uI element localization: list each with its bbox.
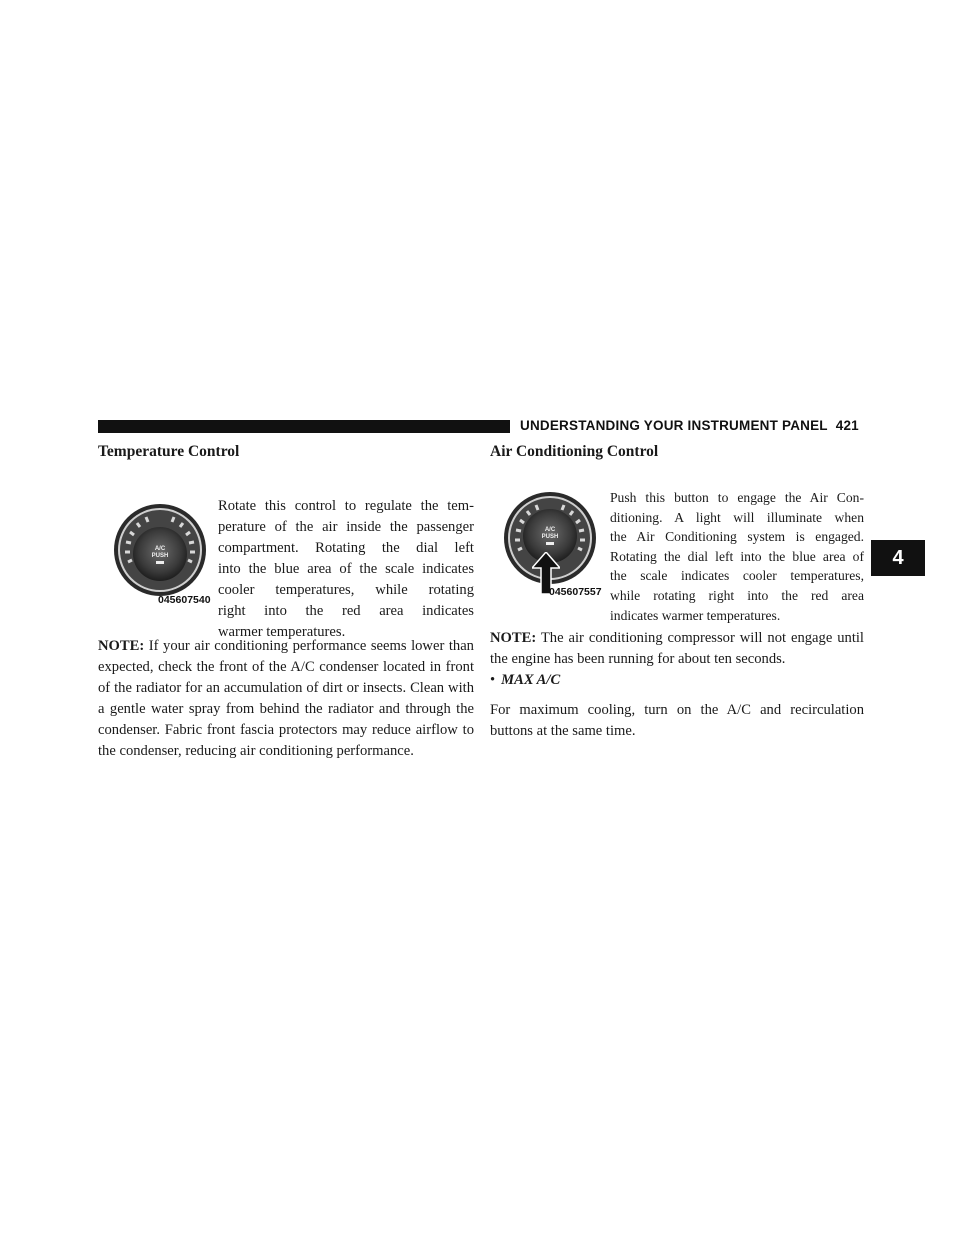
page-number: 421	[835, 418, 859, 433]
dial-label-push: PUSH	[151, 553, 169, 559]
body-line: while rotating right into the red area	[610, 587, 864, 603]
temperature-dial-icon	[110, 500, 210, 600]
ac-note	[490, 628, 864, 670]
header-rule	[98, 420, 510, 433]
dial-label-ac: A/C	[544, 527, 556, 533]
bullet-glyph: •	[490, 672, 496, 688]
ac-control-description	[610, 488, 864, 625]
dial-label-push: PUSH	[541, 534, 559, 540]
note-text: The air conditioning compressor will not engage until the engine has been running for about ten seconds.	[490, 630, 864, 667]
body-line: Rotate this control to regulate the tem-	[218, 498, 474, 514]
body-line: perature of the air inside the passenger	[218, 519, 474, 535]
body-line: ditioning. A light will illuminate when	[610, 509, 864, 525]
body-line: Push this button to engage the Air Con-	[610, 490, 864, 505]
running-header	[520, 418, 859, 433]
heading-temperature-control: Temperature Control	[98, 443, 240, 460]
heading-air-conditioning-control: Air Conditioning Control	[490, 443, 659, 460]
body-line: cooler temperatures, while rotating	[218, 582, 474, 598]
body-line: warmer temperatures.	[218, 624, 346, 640]
dial-label-ac: A/C	[154, 546, 166, 552]
body-line: Rotating the dial left into the blue area of	[610, 548, 864, 564]
max-ac-description: For maximum cooling, turn on the A/C and recirculation buttons at the same time.	[490, 702, 864, 739]
body-line: the Air Conditioning system is engaged.	[610, 529, 864, 545]
body-line: right into the red area indicates	[218, 603, 474, 619]
max-ac-label: MAX A/C	[501, 672, 561, 688]
note-text: If your air conditioning performance seems lower than expected, check the front of the A/C condenser located in front of the radiator for an accumulation of dirt or insects. Clean with a gentle water spray from behind the radiator and through the condenser. Fabric front fascia protectors may reduce airflow to the condenser, reducing air conditioning performance.	[98, 638, 474, 759]
figure-id: 045607557	[549, 586, 602, 598]
note-label: NOTE:	[490, 630, 537, 646]
chapter-tab: 4	[871, 540, 925, 576]
body-line: compartment. Rotating the dial left	[218, 540, 474, 556]
figure-id: 045607540	[158, 594, 211, 606]
note-label: NOTE:	[98, 638, 145, 654]
body-line: indicates warmer temperatures.	[610, 607, 781, 623]
temperature-control-description	[218, 496, 474, 643]
max-ac-bullet	[490, 672, 560, 689]
body-line: the scale indicates cooler temperatures,	[610, 568, 864, 584]
body-line: into the blue area of the scale indicates	[218, 561, 474, 577]
section-title: UNDERSTANDING YOUR INSTRUMENT PANEL	[520, 418, 828, 433]
temperature-note	[98, 636, 474, 762]
temperature-dial-figure	[110, 500, 210, 600]
